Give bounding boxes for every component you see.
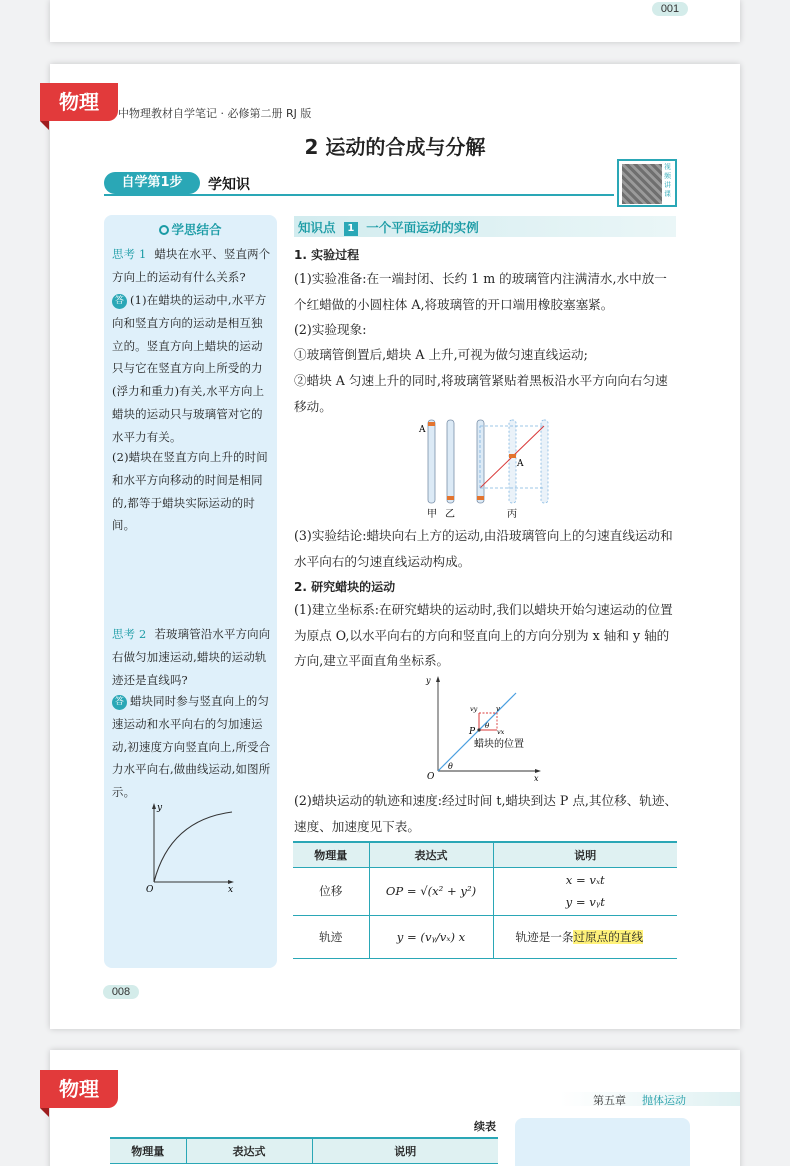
chapter-number: 第五章 — [593, 1094, 626, 1107]
fig2-theta-origin: θ — [448, 762, 453, 771]
kp-label: 知识点 — [298, 220, 336, 235]
label-jia: 甲 — [427, 509, 437, 520]
row-trajectory-note: 轨迹是一条过原点的直线 — [493, 915, 677, 958]
coordinate-figure — [424, 673, 549, 785]
book-title: 中物理教材自学笔记 · 必修第二册 RJ 版 — [118, 107, 312, 120]
tube-jia — [428, 420, 435, 503]
page-number: 008 — [103, 985, 139, 999]
q1-text: 蜡块在水平、竖直两个方向上的运动有什么关系? — [112, 247, 271, 284]
fig2-x-label: x — [534, 774, 539, 783]
section-title: 2 运动的合成与分解 — [304, 135, 486, 159]
sidebar-q2 — [112, 623, 272, 691]
tube-yi — [447, 420, 454, 503]
page-number: 001 — [652, 2, 688, 16]
qr-code-image — [622, 164, 662, 204]
step-badge: 自学第1步 — [104, 172, 200, 194]
graph-x-label: x — [228, 885, 234, 895]
sidebar-title: 学思结合 — [104, 220, 277, 238]
continued-table — [110, 1137, 498, 1164]
table-header-row — [293, 842, 677, 867]
sidebar-a1 — [112, 289, 272, 449]
chapter-header — [560, 1092, 740, 1106]
note-y: y = vᵧt — [565, 895, 605, 909]
kp-number: 1 — [344, 222, 358, 236]
tube-experiment-figure — [415, 418, 565, 520]
paragraph-conclusion: (3)实验结论:蜡块向右上方的运动,由沿玻璃管向上的匀速直线运动和水平向右的匀速直线运动构成。 — [294, 528, 673, 569]
knowledge-point-heading — [298, 218, 479, 236]
row-displacement-name: 位移 — [293, 867, 369, 915]
tube-bing-1 — [477, 420, 484, 503]
label-yi: 乙 — [445, 509, 455, 520]
subject-tag: 物理 — [40, 1070, 118, 1108]
label-a-left: A — [419, 425, 426, 435]
table-row — [293, 915, 677, 958]
paragraph-trajectory-velocity: (2)蜡块运动的轨迹和速度:经过时间 t,蜡块到达 P 点,其位移、轨迹、速度、加速度见下表。 — [294, 793, 678, 834]
wax-block-mid — [509, 454, 516, 458]
chapter-title: 抛体运动 — [642, 1094, 686, 1107]
kp-title: 一个平面运动的实例 — [366, 220, 479, 235]
paragraph-phenomenon-2: ②蜡块 A 匀速上升的同时,将玻璃管紧贴着黑板沿水平方向向右匀速移动。 — [294, 373, 668, 414]
continued-label: 续表 — [474, 1120, 496, 1133]
graph-curve — [154, 812, 232, 882]
answer-badge: 答 — [112, 294, 127, 309]
paragraph-preparation: (1)实验准备:在一端封闭、长约 1 m 的玻璃管内注满清水,水中放一个红蜡做的小圆柱体 A,将玻璃管的开口端用橡胶塞塞紧。 — [294, 271, 667, 312]
q1-label: 思考 1 — [112, 247, 147, 261]
sidebar-q1 — [112, 243, 272, 289]
a2-text: 蜡块同时参与竖直向上的匀速运动和水平向右的匀加速运动,初速度方向竖直向上,所受合力水平向右,做曲线运动,如图所示。 — [112, 694, 271, 800]
q2-text: 若玻璃管沿水平方向向右做匀加速运动,蜡块的运动轨迹还是直线吗? — [112, 627, 271, 687]
paragraph-coordinates: (1)建立坐标系:在研究蜡块的运动时,我们以蜡块开始匀速运动的位置为原点 O,以水平向右的方向和竖直向上的方向分别为 x 轴和 y 轴的方向,建立平面直角坐标系。 — [294, 602, 673, 669]
qr-caption: 视频讲课 — [664, 163, 671, 198]
paragraph-phenomenon-1: ①玻璃管倒置后,蜡块 A 上升,可视为做匀速直线运动; — [294, 347, 588, 362]
header-expression: 表达式 — [369, 842, 493, 867]
graph-y-label: y — [157, 803, 163, 813]
step-bar — [104, 172, 614, 196]
fig2-p-label: P — [469, 727, 476, 737]
q2-label: 思考 2 — [112, 627, 147, 641]
table-row — [293, 867, 677, 915]
wax-block-jia — [428, 422, 435, 426]
curve-graph — [140, 800, 240, 895]
search-icon — [159, 225, 169, 235]
heading-experiment-process: 1. 实验过程 — [294, 248, 360, 262]
graph-origin-label: O — [146, 885, 154, 895]
step-label: 学知识 — [208, 177, 250, 193]
sidebar-a2 — [112, 690, 272, 804]
header-expression: 表达式 — [186, 1138, 312, 1163]
sidebar-think-panel — [515, 1118, 690, 1166]
subject-tag: 物理 — [40, 83, 118, 121]
header-quantity: 物理量 — [293, 842, 369, 867]
heading-study-motion: 2. 研究蜡块的运动 — [294, 580, 396, 594]
fig2-vy-label: vy — [470, 705, 478, 713]
note-x: x = vₓt — [565, 873, 605, 887]
qr-code[interactable] — [617, 159, 677, 207]
highlighted-text: 过原点的直线 — [573, 929, 644, 944]
answer-badge: 答 — [112, 695, 127, 710]
paragraph-phenomenon: (2)实验现象: — [294, 322, 367, 337]
table-header-row — [110, 1138, 498, 1163]
header-explanation: 说明 — [493, 842, 677, 867]
header-explanation: 说明 — [312, 1138, 498, 1163]
row-trajectory-name: 轨迹 — [293, 915, 369, 958]
header-quantity: 物理量 — [110, 1138, 186, 1163]
fig2-theta-p: θ — [485, 722, 490, 730]
a1-text2: (2)蜡块在竖直方向上升的时间和水平方向移动的时间是相同的,都等于蜡块实际运动的时间。 — [112, 450, 268, 533]
fig2-vx-label: vx — [497, 728, 505, 736]
physics-quantities-table — [293, 841, 677, 959]
row-trajectory-expr: y = (vᵧ/vₓ) x — [369, 915, 493, 958]
a1-text1: (1)在蜡块的运动中,水平方向和竖直方向的运动是相互独立的。竖直方向上蜡块的运动只与它在竖直方向上所受的力(浮力和重力)有关,水平方向上蜡块的运动只与玻璃管对它的水平力有关。 — [112, 293, 267, 444]
wax-block-yi — [447, 496, 454, 500]
tube-bing-3 — [541, 420, 548, 503]
label-bing: 丙 — [507, 509, 517, 520]
fig2-y-label: y — [426, 676, 431, 685]
label-a-mid: A — [517, 459, 524, 469]
row-displacement-note — [493, 867, 677, 915]
fig2-origin-label: O — [427, 772, 435, 782]
fig2-caption: 蜡块的位置 — [474, 739, 524, 750]
fig2-v-label: v — [496, 705, 500, 713]
tube-bing-2 — [509, 420, 516, 503]
previous-page — [50, 0, 740, 42]
row-displacement-expr: OP = √(x² + y²) — [369, 867, 493, 915]
